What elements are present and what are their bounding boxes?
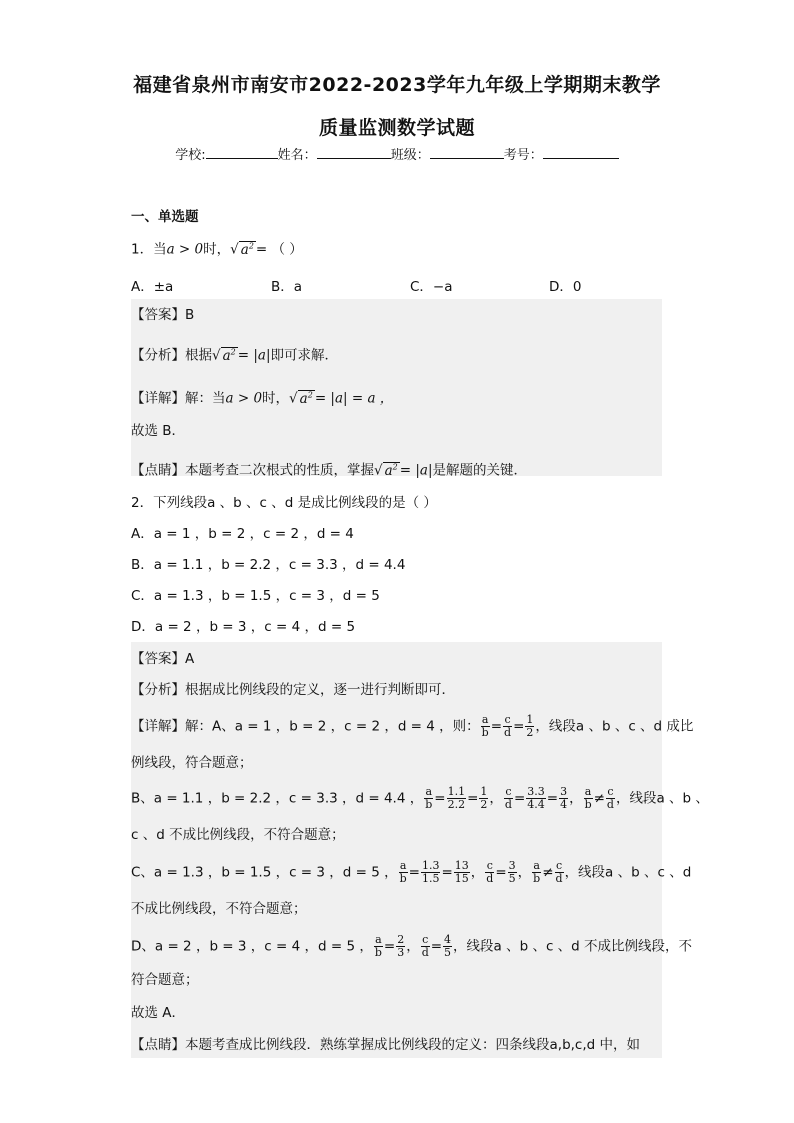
q2-detail-c: C、a = 1.3 ，b = 1.5 ，c = 3 ，d = 5 ， $\frac{a}{b}$ = $\frac{1.3}{1.5}$ = $\frac{13}{15}$ ， $\frac{c}{d}$ = $\frac{3}{5}$ ， $\frac{a}{b}$ ≠ $\frac{c}{d}$ ，线段a 、b 、c 、d	[131, 859, 692, 885]
q2-conclusion: 故选 A．	[131, 1005, 186, 1021]
fraction: $\frac{c}{d}$	[504, 785, 512, 811]
q1-option-b[interactable]: B．a	[271, 279, 303, 295]
q2-detail-b: B、a = 1.1 ，b = 2.2 ，c = 3.3 ，d = 4.4 ， $\frac{a}{b}$ = $\frac{1.1}{2.2}$ = $\frac{1}{2}$ ， $\frac{c}{d}$ = $\frac{3.3}{4.4}$ = $\frac{3}{4}$ ， $\frac{a}{b}$ ≠ $\frac{c}{d}$ ，线段a 、b 、	[131, 785, 709, 811]
q2-detail-d: D、a = 2 ，b = 3 ，c = 4 ，d = 5 ， $\frac{a}{b}$ = $\frac{2}{3}$ ， $\frac{c}{d}$ = $\frac{4}{5}$ ，线段a 、b 、c 、d 不成比例线段，不	[131, 933, 693, 959]
q1-stem: 1．当a > 0时，√ $a^2$ = （ ）	[131, 241, 303, 258]
fraction: $\frac{a}{b}$	[533, 859, 541, 885]
q2-option-b[interactable]: B．a = 1.1 ，b = 2.2 ，c = 3.3 ，d = 4.4	[131, 557, 406, 573]
sqrt-symbol: √ $a^2$	[374, 462, 398, 479]
fraction: $\frac{1}{2}$	[526, 713, 534, 739]
section-heading: 一、单选题	[131, 209, 199, 225]
number-blank[interactable]	[543, 146, 619, 159]
fraction: $\frac{c}{d}$	[504, 713, 512, 739]
sqrt-symbol: √ $a^2$	[289, 390, 313, 407]
q1-option-d[interactable]: D．0	[549, 279, 582, 295]
fraction: $\frac{13}{15}$	[454, 859, 469, 885]
q1-comment: 【点睛】本题考查二次根式的性质，掌握√ $a^2 = |a|$是解题的关键．	[131, 462, 528, 479]
fraction: $\frac{a}{b}$	[399, 859, 407, 885]
fraction: $\frac{a}{b}$	[374, 933, 382, 959]
fraction: $\frac{4}{5}$	[444, 933, 452, 959]
q2-option-a[interactable]: A．a = 1 ，b = 2 ，c = 2 ，d = 4	[131, 526, 354, 542]
q2-answer: 【答案】A	[131, 651, 195, 667]
doc-title-line2: 质量监测数学试题	[318, 117, 475, 139]
fraction: $\frac{3}{5}$	[508, 859, 516, 885]
fraction: $\frac{3}{4}$	[560, 785, 568, 811]
q2-solution-box	[131, 642, 662, 1058]
class-blank[interactable]	[430, 146, 504, 159]
name-label: 姓名：	[277, 148, 317, 163]
q2-option-d[interactable]: D．a = 2 ，b = 3 ，c = 4 ，d = 5	[131, 619, 356, 635]
class-label: 班级：	[390, 148, 430, 163]
fraction: $\frac{c}{d}$	[421, 933, 429, 959]
q1-detail: 【详解】解：当a > 0时，√ $a^2 = |a| = a$ ，	[131, 390, 394, 407]
q2-analysis: 【分析】根据成比例线段的定义，逐一进行判断即可．	[131, 682, 455, 698]
q2-stem: 2．下列线段a 、b 、c 、d 是成比例线段的是（ ）	[131, 495, 437, 511]
sqrt-symbol: √ $a^2$	[230, 241, 254, 258]
fraction: $\frac{c}{d}$	[486, 859, 494, 885]
student-info-row	[0, 144, 794, 163]
doc-title-line1: 福建省泉州市南安市2022-2023学年九年级上学期期末教学	[133, 74, 661, 96]
q2-detail-d-line2: 符合题意；	[131, 972, 199, 988]
q1-option-a[interactable]: A．±a	[131, 279, 174, 295]
q2-detail-a-line2: 例线段，符合题意；	[131, 755, 253, 771]
fraction: $\frac{c}{d}$	[555, 859, 563, 885]
school-blank[interactable]	[206, 146, 278, 159]
name-blank[interactable]	[317, 146, 391, 159]
fraction: $\frac{1.1}{2.2}$	[447, 785, 466, 811]
fraction: $\frac{a}{b}$	[425, 785, 433, 811]
fraction: $\frac{a}{b}$	[481, 713, 489, 739]
fraction: $\frac{3.3}{4.4}$	[527, 785, 545, 811]
fraction: $\frac{1}{2}$	[480, 785, 488, 811]
q1-conclusion: 故选 B．	[131, 423, 186, 439]
q1-analysis: 【分析】根据√ $a^2 = |a|$即可求解．	[131, 347, 339, 364]
q1-answer: 【答案】B	[131, 307, 195, 323]
q2-detail-a: 【详解】解：A、a = 1 ，b = 2 ，c = 2 ，d = 4 ，则： $\frac{a}{b}$ = $\frac{c}{d}$ = $\frac{1}{2}$ ，线段a 、b 、c 、d 成比	[131, 713, 694, 739]
number-label: 考号：	[503, 148, 543, 163]
q2-option-c[interactable]: C．a = 1.3 ，b = 1.5 ，c = 3 ，d = 5	[131, 588, 380, 604]
q2-detail-c-line2: 不成比例线段，不符合题意；	[131, 901, 307, 917]
sqrt-symbol: √ $a^2$	[212, 347, 236, 364]
q2-detail-b-line2: c 、d 不成比例线段，不符合题意；	[131, 827, 345, 843]
fraction: $\frac{c}{d}$	[606, 785, 614, 811]
school-label: 学校:	[175, 148, 206, 163]
fraction: $\frac{a}{b}$	[584, 785, 592, 811]
q2-comment: 【点睛】本题考查成比例线段．熟练掌握成比例线段的定义：四条线段a,b,c,d 中，如	[131, 1037, 640, 1053]
fraction: $\frac{2}{3}$	[397, 933, 405, 959]
q1-option-c[interactable]: C．−a	[410, 279, 453, 295]
fraction: $\frac{1.3}{1.5}$	[421, 859, 440, 885]
